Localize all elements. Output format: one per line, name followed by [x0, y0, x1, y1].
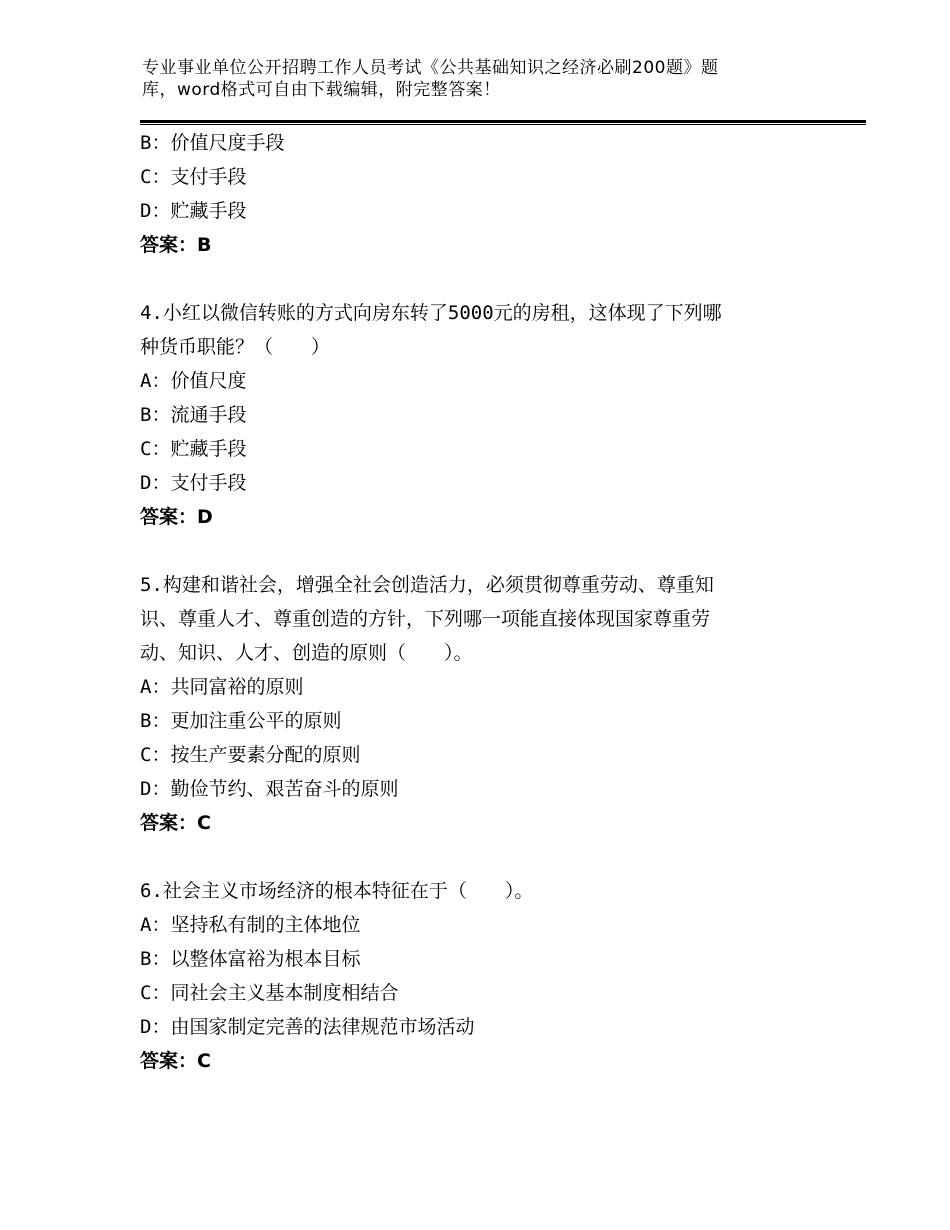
question-text: 4.小红以微信转账的方式向房东转了5000元的房租，这体现了下列哪: [140, 302, 722, 324]
spacer: [140, 840, 830, 874]
question-5: [140, 568, 830, 840]
question-4: [140, 296, 830, 534]
option-c: C：按生产要素分配的原则: [140, 744, 361, 766]
option-d: D：支付手段: [140, 472, 247, 494]
question-text: 5.构建和谐社会，增强全社会创造活力，必须贯彻尊重劳动、尊重知: [140, 574, 714, 596]
option-a: A：价值尺度: [140, 370, 247, 392]
option-c: C：贮藏手段: [140, 438, 247, 460]
answer: 答案：C: [140, 812, 211, 834]
option-c: C：同社会主义基本制度相结合: [140, 982, 399, 1004]
question-6: [140, 874, 830, 1078]
question-text: 动、知识、人才、创造的原则（ ）。: [140, 642, 473, 664]
answer: 答案：C: [140, 1050, 211, 1072]
question-text: 识、尊重人才、尊重创造的方针，下列哪一项能直接体现国家尊重劳: [140, 608, 711, 630]
header-rule: [140, 120, 866, 125]
option-a: A：坚持私有制的主体地位: [140, 914, 361, 936]
answer: 答案：B: [140, 234, 212, 256]
option-b: B：流通手段: [140, 404, 247, 426]
header-title-line-1: 专业事业单位公开招聘工作人员考试《公共基础知识之经济必刷200题》题: [142, 58, 719, 78]
option-b: B：价值尺度手段: [140, 132, 285, 154]
option-c: C：支付手段: [140, 166, 247, 188]
option-d: D：由国家制定完善的法律规范市场活动: [140, 1016, 475, 1038]
header-title-line-2: 库，word格式可自由下载编辑，附完整答案！: [142, 80, 501, 100]
option-d: D：贮藏手段: [140, 200, 247, 222]
spacer: [140, 534, 830, 568]
option-d: D：勤俭节约、艰苦奋斗的原则: [140, 778, 399, 800]
option-b: B：以整体富裕为根本目标: [140, 948, 361, 970]
question-text: 6.社会主义市场经济的根本特征在于（ ）。: [140, 880, 534, 902]
spacer: [140, 262, 830, 296]
option-b: B：更加注重公平的原则: [140, 710, 342, 732]
document-body: [140, 126, 830, 1078]
question-3-partial: [140, 126, 830, 262]
option-a: A：共同富裕的原则: [140, 676, 304, 698]
answer: 答案：D: [140, 506, 213, 528]
question-text: 种货币职能？（ ）: [140, 336, 331, 358]
document-header: [142, 57, 782, 101]
